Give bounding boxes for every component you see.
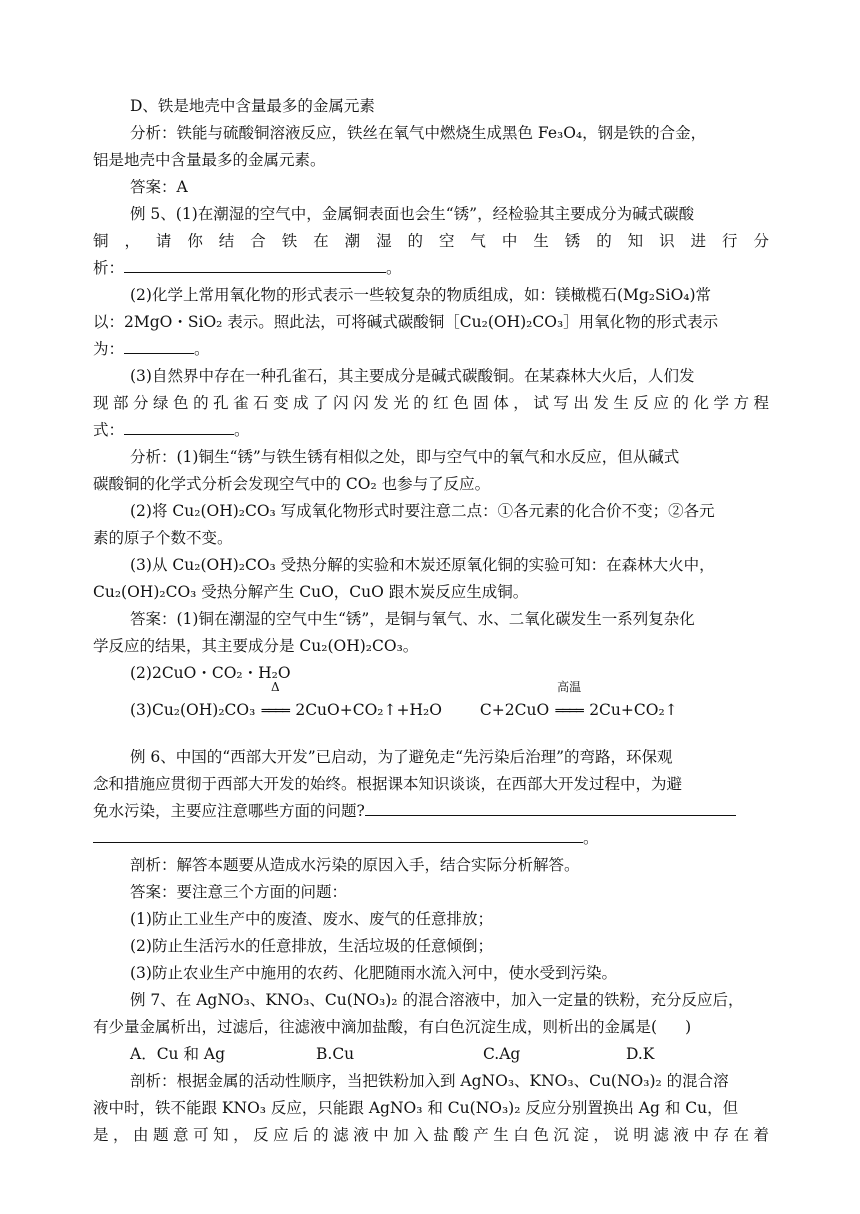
question-text: ) — [685, 1018, 692, 1036]
example-5-part-2: 以：2MgO・SiO₂ 表示。照此法，可将碱式碳酸铜［Cu₂(OH)₂CO₃］用氧化物的形式表示 — [93, 313, 719, 331]
high-temp-label: 高温 — [557, 680, 582, 694]
analysis-text: 剖析：解答本题要从造成水污染的原因入手，结合实际分析解答。 — [130, 856, 580, 874]
question-text: 。 — [234, 421, 250, 439]
example-6-question — [93, 798, 769, 825]
question-text: 为： — [93, 340, 125, 358]
example-5-part-2: (2)化学上常用氧化物的形式表示一些较复杂的物质组成，如：镁橄榄石(Mg₂SiO₄)常 — [130, 286, 712, 304]
analysis-text: 分析：铁能与硫酸铜溶液反应，铁丝在氧气中燃烧生成黑色 Fe₃O₄，钢是铁的合金， — [130, 124, 707, 142]
answer-item: (2)防止生活污水的任意排放，生活垃圾的任意倾倒； — [130, 937, 493, 955]
answer-blank[interactable] — [365, 799, 736, 816]
reactant: C+2CuO — [479, 701, 550, 719]
answer-text: 答案：(1)铜在潮湿的空气中生“锈”，是铜与氧气、水、二氧化碳发生一系列复杂化 — [130, 610, 695, 628]
example-6-question — [93, 825, 769, 852]
example-5-part-2 — [93, 336, 769, 363]
example-7-question — [93, 1014, 769, 1041]
analysis-text: (2)将 Cu₂(OH)₂CO₃ 写成氧化物形式时要注意二点：①各元素的化合价不变；②各元 — [130, 502, 715, 520]
example-5-question: 例 5、(1)在潮湿的空气中，金属铜表面也会生“锈”，经检验其主要成分为碱式碳酸 — [130, 205, 695, 223]
analysis-text: 液中时，铁不能跟 KNO₃ 反应，只能跟 AgNO₃ 和 Cu(NO₃)₂ 反应分别置换出 Ag 和 Cu，但 — [93, 1099, 739, 1117]
example-6-question: 例 6、中国的“西部大开发”已启动，为了避免走“先污染后治理”的弯路，环保观 — [130, 748, 673, 766]
example-5-part-3: 现部分绿色的孔雀石变成了闪闪发光的红色固体，试写出发生反应的化学方程 — [93, 394, 769, 412]
analysis-text: 是，由题意可知，反应后的滤液中加入盐酸产生白色沉淀，说明滤液中存在着 — [93, 1126, 769, 1144]
option-b[interactable]: B.Cu — [316, 1045, 355, 1063]
product: 2Cu+CO₂↑ — [589, 701, 678, 719]
answer-text: 答案：要注意三个方面的问题： — [130, 883, 348, 901]
answer-blank[interactable] — [124, 418, 234, 435]
answer-formula: (2)2CuO・CO₂・H₂O — [130, 664, 291, 682]
option-d: D、铁是地壳中含量最多的金属元素 — [130, 97, 375, 115]
example-5-part-3 — [93, 417, 769, 444]
option-c[interactable]: C.Ag — [483, 1045, 521, 1063]
question-text: 。 — [386, 259, 402, 277]
example-6-question: 念和措施应贯彻于西部大开发的始终。根据课本知识谈谈，在西部大开发过程中，为避 — [93, 775, 683, 793]
example-7-question: 例 7、在 AgNO₃、KNO₃、Cu(NO₃)₂ 的混合溶液中，加入一定量的铁粉，充分反应后， — [130, 991, 744, 1009]
analysis-text: 素的原子个数不变。 — [93, 529, 233, 547]
reactant: (3)Cu₂(OH)₂CO₃ — [130, 701, 256, 719]
question-text: 有少量金属析出，过滤后，往滤液中滴加盐酸，有白色沉淀生成，则析出的金属是( — [93, 1018, 658, 1036]
reaction-equations — [130, 680, 769, 725]
heat-symbol: Δ — [270, 680, 280, 694]
answer-text: 学反应的结果，其主要成分是 Cu₂(OH)₂CO₃。 — [93, 637, 419, 655]
question-text: 免水污染，主要应注意哪些方面的问题? — [93, 802, 365, 820]
question-text: 析： — [93, 259, 125, 277]
answer-item: (1)防止工业生产中的废渣、废水、废气的任意排放； — [130, 910, 493, 928]
question-text: 。 — [583, 829, 599, 847]
question-text: 式： — [93, 421, 125, 439]
answer-item: (3)防止农业生产中施用的农药、化肥随雨水流入河中，使水受到污染。 — [130, 964, 617, 982]
example-5-question: 铜，请你结合铁在潮湿的空气中生锈的知识进行分 — [93, 232, 769, 250]
answer-text: 答案：A — [130, 178, 188, 196]
example-5-part-3: (3)自然界中存在一种孔雀石，其主要成分是碱式碳酸铜。在某森林大火后，人们发 — [130, 367, 695, 385]
answer-blank[interactable] — [124, 256, 386, 273]
question-text: 。 — [194, 340, 210, 358]
high-temp-condition-arrow: 高温 ════ — [549, 697, 589, 725]
answer-blank[interactable] — [93, 826, 583, 843]
analysis-text: 碳酸铜的化学式分析会发现空气中的 CO₂ 也参与了反应。 — [93, 475, 491, 493]
option-a[interactable]: A．Cu 和 Ag — [130, 1045, 226, 1063]
option-d[interactable]: D.K — [626, 1045, 655, 1063]
analysis-text: (3)从 Cu₂(OH)₂CO₃ 受热分解的实验和木炭还原氧化铜的实验可知：在森林大火中， — [130, 556, 715, 574]
heat-condition-arrow: Δ ════ — [255, 697, 295, 725]
analysis-text: 铝是地壳中含量最多的金属元素。 — [93, 151, 326, 169]
example-5-question — [93, 255, 769, 282]
answer-blank[interactable] — [124, 337, 194, 354]
product: 2CuO+CO₂↑+H₂O — [295, 701, 442, 719]
analysis-text: Cu₂(OH)₂CO₃ 受热分解产生 CuO，CuO 跟木炭反应生成铜。 — [93, 583, 529, 601]
analysis-text: 剖析：根据金属的活动性顺序，当把铁粉加入到 AgNO₃、KNO₃、Cu(NO₃)₂ 的混合溶 — [130, 1072, 729, 1090]
analysis-text: 分析：(1)铜生“锈”与铁生锈有相似之处，即与空气中的氧气和水反应，但从碱式 — [130, 448, 680, 466]
